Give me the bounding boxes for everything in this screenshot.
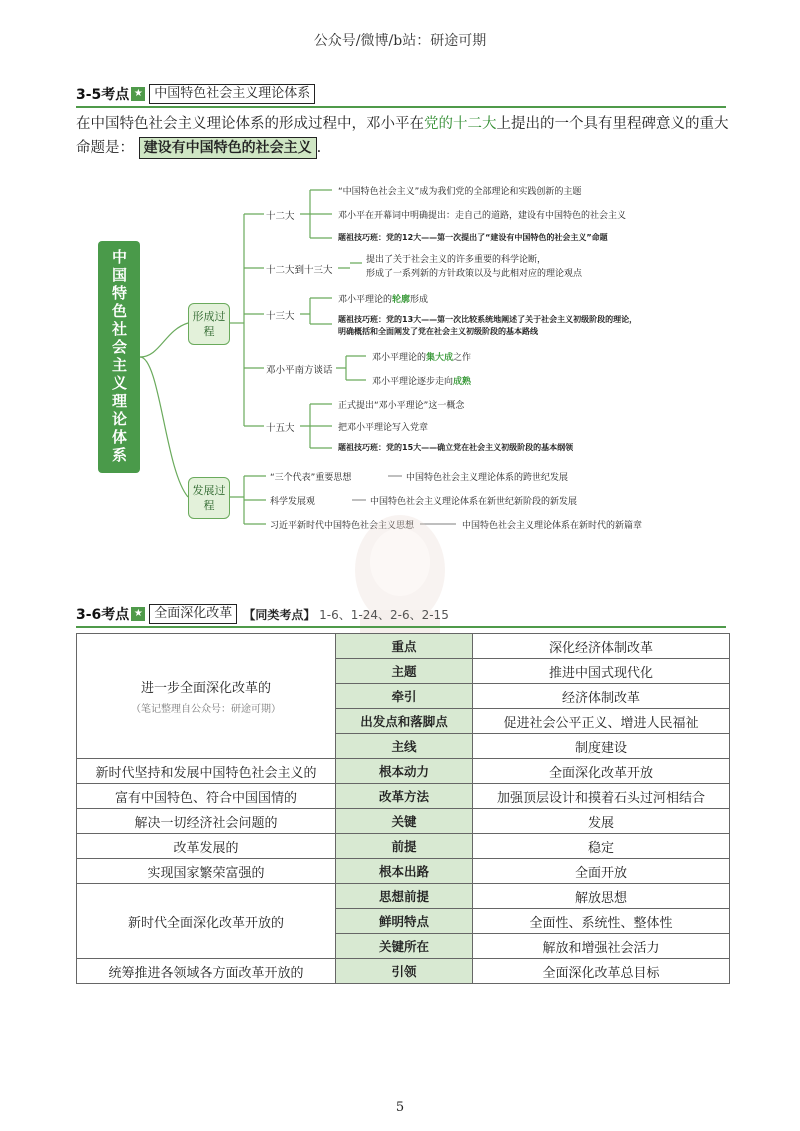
table-value: 制度建设 bbox=[473, 734, 730, 759]
node-15th-item: 正式提出“邓小平理论”这一概念 bbox=[338, 401, 465, 411]
node-12th: 十二大 bbox=[266, 211, 295, 222]
table-key: 改革方法 bbox=[336, 784, 473, 809]
node-13th-tip-line2: 明确概括和全面阐发了党在社会主义初级阶段的基本路线 bbox=[338, 327, 538, 336]
section-title: 全面深化改革 bbox=[149, 604, 237, 624]
node-13th-tip-line1: 题祖技巧班：党的13大——第一次比较系统地阐述了关于社会主义初级阶段的理论， bbox=[338, 315, 638, 324]
table-row bbox=[77, 959, 730, 984]
reform-table bbox=[76, 633, 730, 984]
node-13th-item-highlight: 轮廓 bbox=[392, 295, 411, 305]
development-left: 科学发展观 bbox=[270, 497, 316, 507]
table-key: 牵引 bbox=[336, 684, 473, 709]
table-value: 全面性、系统性、整体性 bbox=[473, 909, 730, 934]
table-row bbox=[77, 634, 730, 659]
table-left: 改革发展的 bbox=[77, 834, 336, 859]
section-tag: 3-6考点 bbox=[76, 607, 130, 623]
table-value: 经济体制改革 bbox=[473, 684, 730, 709]
star-icon: ★ bbox=[131, 87, 145, 101]
group1-title: 进一步全面深化改革的 bbox=[140, 681, 271, 696]
node-15th: 十五大 bbox=[266, 423, 295, 434]
reference-values: 1-6、1-24、2-6、2-15 bbox=[319, 607, 449, 622]
table-row bbox=[77, 784, 730, 809]
southern-item2-highlight: 成熟 bbox=[453, 377, 472, 387]
intro-text-2: 上提出的一个具有里程碑意义的重大命题是： bbox=[76, 116, 729, 156]
node-12th-item: 邓小平在开幕词中明确提出：走自己的道路，建设有中国特色的社会主义 bbox=[338, 211, 627, 221]
table-key: 引领 bbox=[336, 959, 473, 984]
table-value: 加强顶层设计和摸着石头过河相结合 bbox=[473, 784, 730, 809]
page-header-source: 公众号/微博/b站：研途可期 bbox=[313, 33, 487, 49]
table-value: 促进社会公平正义、增进人民福祉 bbox=[473, 709, 730, 734]
node-15th-item: 把邓小平理论写入党章 bbox=[338, 423, 429, 433]
development-left: 习近平新时代中国特色社会主义思想 bbox=[270, 521, 415, 531]
table-key: 根本动力 bbox=[336, 759, 473, 784]
mindmap-formation-box: 形成过程 bbox=[188, 303, 230, 345]
mindmap-root-label: 中国特色社会主义理论体系 bbox=[110, 249, 128, 465]
table-value: 全面深化改革总目标 bbox=[473, 959, 730, 984]
table-key: 前提 bbox=[336, 834, 473, 859]
table-row bbox=[77, 809, 730, 834]
table-left: 新时代坚持和发展中国特色社会主义的 bbox=[77, 759, 336, 784]
southern-talks-item bbox=[372, 374, 471, 387]
development-right: 中国特色社会主义理论体系在新世纪新阶段的新发展 bbox=[370, 497, 578, 507]
mindmap-development-box: 发展过程 bbox=[188, 477, 230, 519]
table-row bbox=[77, 859, 730, 884]
table-left: 富有中国特色、符合中国国情的 bbox=[77, 784, 336, 809]
table-key: 主线 bbox=[336, 734, 473, 759]
table-key: 出发点和落脚点 bbox=[336, 709, 473, 734]
table-key: 主题 bbox=[336, 659, 473, 684]
section-tag: 3-5考点 bbox=[76, 87, 130, 103]
table-value: 解放思想 bbox=[473, 884, 730, 909]
table-left: 实现国家繁荣富强的 bbox=[77, 859, 336, 884]
mindmap-root bbox=[98, 241, 140, 473]
star-icon: ★ bbox=[131, 607, 145, 621]
table-key: 根本出路 bbox=[336, 859, 473, 884]
table-row bbox=[77, 834, 730, 859]
node-13th-item bbox=[338, 292, 428, 305]
table-key: 思想前提 bbox=[336, 884, 473, 909]
section-3-6-heading bbox=[76, 604, 449, 624]
node-12-to-13-line2: 形成了一系列新的方针政策以及与此相对应的理论观点 bbox=[366, 269, 583, 279]
southern-item1-highlight: 集大成 bbox=[426, 353, 454, 363]
page-number: 5 bbox=[395, 1100, 405, 1115]
table-key: 关键 bbox=[336, 809, 473, 834]
node-12th-tip: 题祖技巧班：党的12大——第一次提出了“建设有中国特色的社会主义”命题 bbox=[338, 233, 608, 242]
table-value: 推进中国式现代化 bbox=[473, 659, 730, 684]
node-12-to-13-line1: 提出了关于社会主义的许多重要的科学论断， bbox=[366, 255, 547, 265]
table-key: 重点 bbox=[336, 634, 473, 659]
southern-talks-item bbox=[372, 350, 471, 363]
table-value: 解放和增强社会活力 bbox=[473, 934, 730, 959]
node-12th-item: “中国特色社会主义”成为我们党的全部理论和实践创新的主题 bbox=[338, 187, 582, 197]
table-row bbox=[77, 884, 730, 909]
node-southern-talks: 邓小平南方谈话 bbox=[266, 365, 333, 376]
node-13th-item-pre: 邓小平理论的 bbox=[338, 295, 393, 305]
southern-item1-post: 之作 bbox=[453, 353, 472, 363]
table-value: 发展 bbox=[473, 809, 730, 834]
development-left: “三个代表”重要思想 bbox=[270, 473, 352, 483]
answer-box: 建设有中国特色的社会主义 bbox=[139, 137, 317, 159]
table-row bbox=[77, 759, 730, 784]
node-15th-tip: 题祖技巧班：党的15大——确立党在社会主义初级阶段的基本纲领 bbox=[338, 443, 574, 452]
node-13th: 十三大 bbox=[266, 311, 295, 322]
table-value: 稳定 bbox=[473, 834, 730, 859]
table-group-cell: 新时代全面深化改革开放的 bbox=[77, 884, 336, 959]
node-12-to-13: 十二大到十三大 bbox=[266, 265, 333, 276]
same-type-reference bbox=[243, 606, 449, 623]
group1-note: （笔记整理自公众号：研途可期） bbox=[131, 704, 281, 715]
table-value: 全面深化改革开放 bbox=[473, 759, 730, 784]
southern-item2-pre: 邓小平理论逐步走向 bbox=[372, 377, 454, 387]
reference-label: 【同类考点】 bbox=[243, 607, 316, 622]
table-left: 统筹推进各领域各方面改革开放的 bbox=[77, 959, 336, 984]
intro-highlight: 党的十二大 bbox=[424, 116, 497, 132]
node-13th-item-post: 形成 bbox=[410, 295, 429, 305]
table-key: 关键所在 bbox=[336, 934, 473, 959]
intro-text-1: 在中国特色社会主义理论体系的形成过程中，邓小平在 bbox=[76, 116, 424, 132]
table-group-cell bbox=[77, 634, 336, 759]
table-left: 解决一切经济社会问题的 bbox=[77, 809, 336, 834]
table-value: 全面开放 bbox=[473, 859, 730, 884]
southern-item1-pre: 邓小平理论的 bbox=[372, 353, 427, 363]
section-title: 中国特色社会主义理论体系 bbox=[149, 84, 315, 104]
development-right: 中国特色社会主义理论体系在新时代的新篇章 bbox=[462, 521, 643, 531]
table-value: 深化经济体制改革 bbox=[473, 634, 730, 659]
table-key: 鲜明特点 bbox=[336, 909, 473, 934]
development-right: 中国特色社会主义理论体系的跨世纪发展 bbox=[406, 473, 569, 483]
section-divider bbox=[76, 626, 726, 628]
answer-end: . bbox=[316, 140, 322, 156]
